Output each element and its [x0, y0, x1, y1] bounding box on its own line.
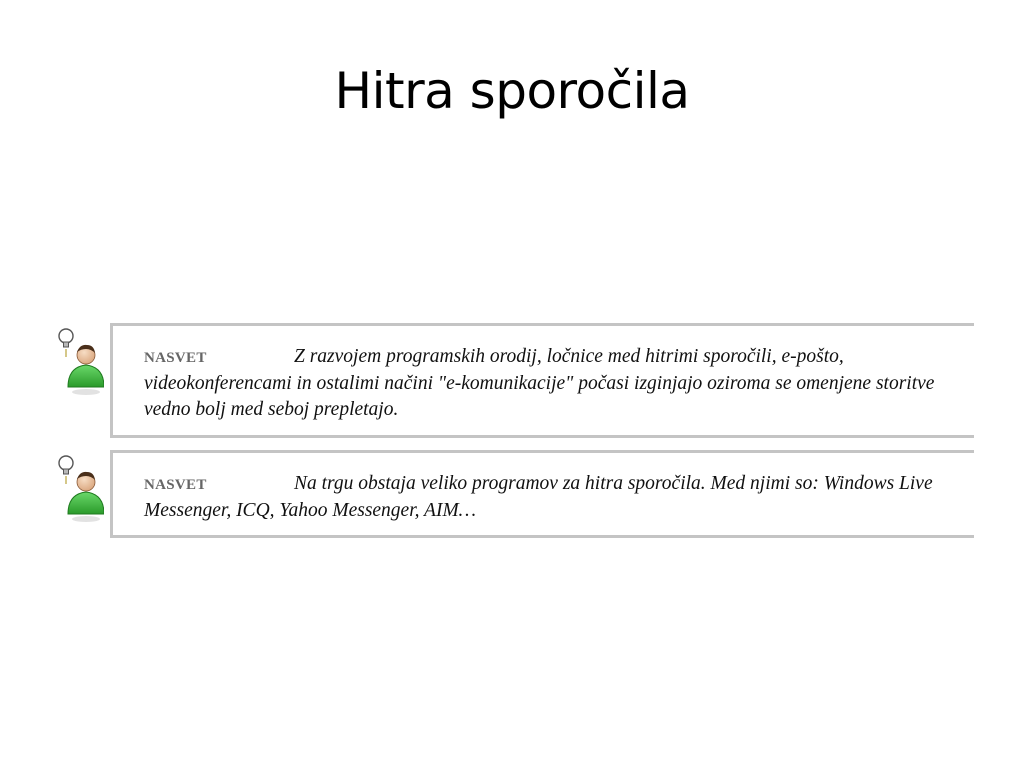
- lightbulb-person-icon: [56, 325, 104, 395]
- lightbulb-person-icon: [56, 452, 104, 522]
- tip-body-1: Z razvojem programskih orodij, ločnice med hitrimi sporočili, e-pošto, videokonferencami in ostalimi načini "e-komunikacije" počasi izginjajo oziroma se omenjene storitve vedno bolj med seboj prepletajo.: [144, 346, 935, 420]
- tip-label-2: NASVET: [144, 477, 207, 493]
- tip-text-1: [144, 344, 960, 423]
- tip-frame: [110, 323, 974, 438]
- tip-body-2: Na trgu obstaja veliko programov za hitra sporočila. Med njimi so: Windows Live Messenger, ICQ, Yahoo Messenger, AIM…: [144, 473, 933, 521]
- tip-box-2: [56, 450, 974, 538]
- tip-label-1: NASVET: [144, 350, 207, 366]
- tip-text-2: [144, 471, 960, 524]
- tip-frame: [110, 450, 974, 538]
- tip-box-1: [56, 323, 974, 438]
- slide-title: Hitra sporočila: [334, 62, 690, 120]
